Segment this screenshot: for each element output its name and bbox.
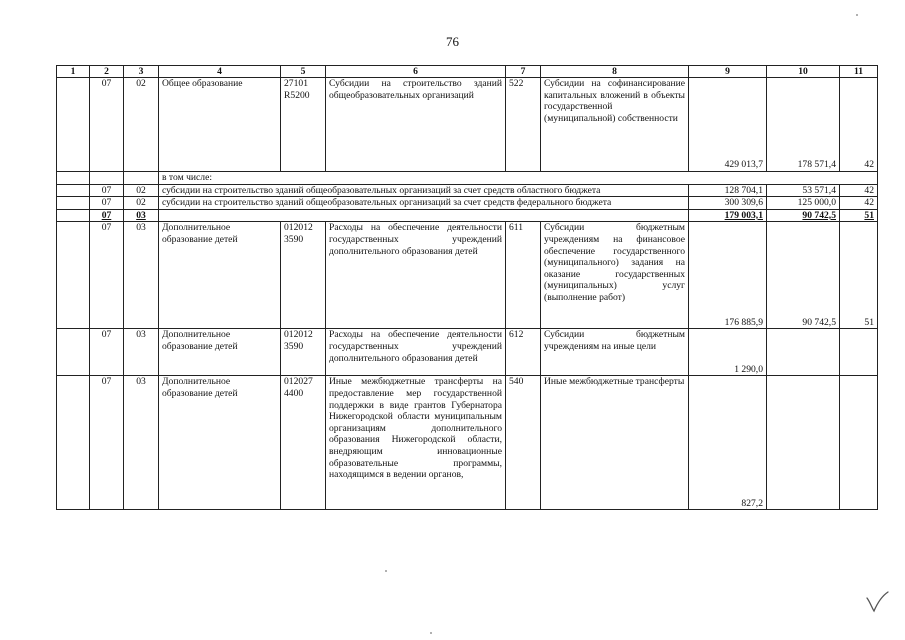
cell-amount-2 [767, 329, 840, 376]
header-cell: 3 [124, 66, 159, 78]
header-cell: 6 [326, 66, 506, 78]
cell-target-name: Расходы на обеспечение деятельности государственных учреждений дополнительного образования детей [326, 222, 506, 329]
cell-subsection: 03 [124, 209, 159, 222]
cell-col11: 51 [840, 222, 878, 329]
cell-amount-1: 179 003,1 [689, 209, 767, 222]
cell-target-code: 012012 3590 [281, 329, 326, 376]
header-cell: 9 [689, 66, 767, 78]
cell-subsection [124, 172, 159, 185]
cell-amount-1: 1 290,0 [689, 329, 767, 376]
cell-name: Дополнительное образование детей [159, 222, 281, 329]
cell-name: Дополнительное образование детей [159, 329, 281, 376]
cell-target-name: Расходы на обеспечение деятельности государственных учреждений дополнительного образования детей [326, 329, 506, 376]
cell-col11: 42 [840, 197, 878, 210]
table-row-total [57, 209, 878, 222]
cell-target-code: 012027 4400 [281, 376, 326, 510]
cell-col1 [57, 172, 90, 185]
table-row [57, 172, 878, 185]
page-number: 76 [446, 34, 459, 49]
cell-amount-1: 128 704,1 [689, 184, 767, 197]
cell-section: 07 [90, 184, 124, 197]
cell-col1 [57, 222, 90, 329]
cell-col1 [57, 78, 90, 172]
cell-expense-code: 540 [506, 376, 541, 510]
cell-section: 07 [90, 376, 124, 510]
cell-subsection: 03 [124, 329, 159, 376]
table-row [57, 184, 878, 197]
cell-amount-2: 178 571,4 [767, 78, 840, 172]
cell-target-code: 012012 3590 [281, 222, 326, 329]
handwritten-check-mark [865, 590, 889, 614]
cell-section: 07 [90, 78, 124, 172]
cell-col1 [57, 329, 90, 376]
cell-amount-2: 90 742,5 [767, 209, 840, 222]
cell-expense-name: Иные межбюджетные трансферты [541, 376, 689, 510]
cell-amount-1: 176 885,9 [689, 222, 767, 329]
header-cell: 10 [767, 66, 840, 78]
cell-total-text [159, 209, 689, 222]
cell-col11: 42 [840, 184, 878, 197]
cell-subsidy-text: субсидии на строительство зданий общеобразовательных организаций за счет средств областного бюджета [159, 184, 689, 197]
cell-subsection: 02 [124, 197, 159, 210]
cell-expense-code: 611 [506, 222, 541, 329]
header-cell: 1 [57, 66, 90, 78]
budget-table [56, 65, 878, 510]
cell-col11 [840, 376, 878, 510]
cell-section: 07 [90, 222, 124, 329]
cell-amount-2 [767, 376, 840, 510]
cell-expense-name: Субсидии бюджетным учреждениям на финансовое обеспечение государственного (муниципального) задания на оказание государственных (муниципальных) услуг (выполнение работ) [541, 222, 689, 329]
cell-subsection: 03 [124, 376, 159, 510]
cell-name: Общее образование [159, 78, 281, 172]
cell-expense-name: Субсидии бюджетным учреждениям на иные цели [541, 329, 689, 376]
cell-section: 07 [90, 329, 124, 376]
cell-name: Дополнительное образование детей [159, 376, 281, 510]
scan-artifact-dot [430, 632, 432, 634]
table-row [57, 78, 878, 172]
cell-amount-2: 125 000,0 [767, 197, 840, 210]
table-row [57, 197, 878, 210]
cell-subsection: 02 [124, 184, 159, 197]
cell-expense-code: 522 [506, 78, 541, 172]
cell-col11 [840, 329, 878, 376]
cell-section: 07 [90, 197, 124, 210]
cell-col1 [57, 184, 90, 197]
cell-col11: 42 [840, 78, 878, 172]
cell-col1 [57, 376, 90, 510]
cell-subsection: 02 [124, 78, 159, 172]
header-cell: 7 [506, 66, 541, 78]
header-cell: 5 [281, 66, 326, 78]
table-header-row [57, 66, 878, 78]
cell-amount-2: 90 742,5 [767, 222, 840, 329]
cell-including-label: в том числе: [159, 172, 878, 185]
cell-subsection: 03 [124, 222, 159, 329]
cell-amount-1: 300 309,6 [689, 197, 767, 210]
cell-amount-1: 429 013,7 [689, 78, 767, 172]
cell-section [90, 172, 124, 185]
cell-col1 [57, 197, 90, 210]
cell-col11: 51 [840, 209, 878, 222]
header-cell: 4 [159, 66, 281, 78]
cell-col1 [57, 209, 90, 222]
cell-section: 07 [90, 209, 124, 222]
cell-target-name: Субсидии на строительство зданий общеобразовательных организаций [326, 78, 506, 172]
table-row [57, 376, 878, 510]
header-cell: 8 [541, 66, 689, 78]
cell-expense-code: 612 [506, 329, 541, 376]
header-cell: 11 [840, 66, 878, 78]
scan-artifact-dot [856, 14, 858, 16]
cell-subsidy-text: субсидии на строительство зданий общеобразовательных организаций за счет средств федерального бюджета [159, 197, 689, 210]
table-row [57, 222, 878, 329]
cell-target-name: Иные межбюджетные трансферты на предоставление мер государственной поддержки в виде грантов Губернатора Нижегородской области муниципальным организациям дополнительного образования Нижегородской области, внедряющим инновационные образовательные программы, находящимся в ведении органов, [326, 376, 506, 510]
table-row [57, 329, 878, 376]
cell-expense-name: Субсидии на софинансирование капитальных вложений в объекты государственной (муниципальной) собственности [541, 78, 689, 172]
cell-amount-2: 53 571,4 [767, 184, 840, 197]
cell-target-code: 27101 R5200 [281, 78, 326, 172]
header-cell: 2 [90, 66, 124, 78]
cell-amount-1: 827,2 [689, 376, 767, 510]
scan-artifact-dot [385, 570, 387, 572]
